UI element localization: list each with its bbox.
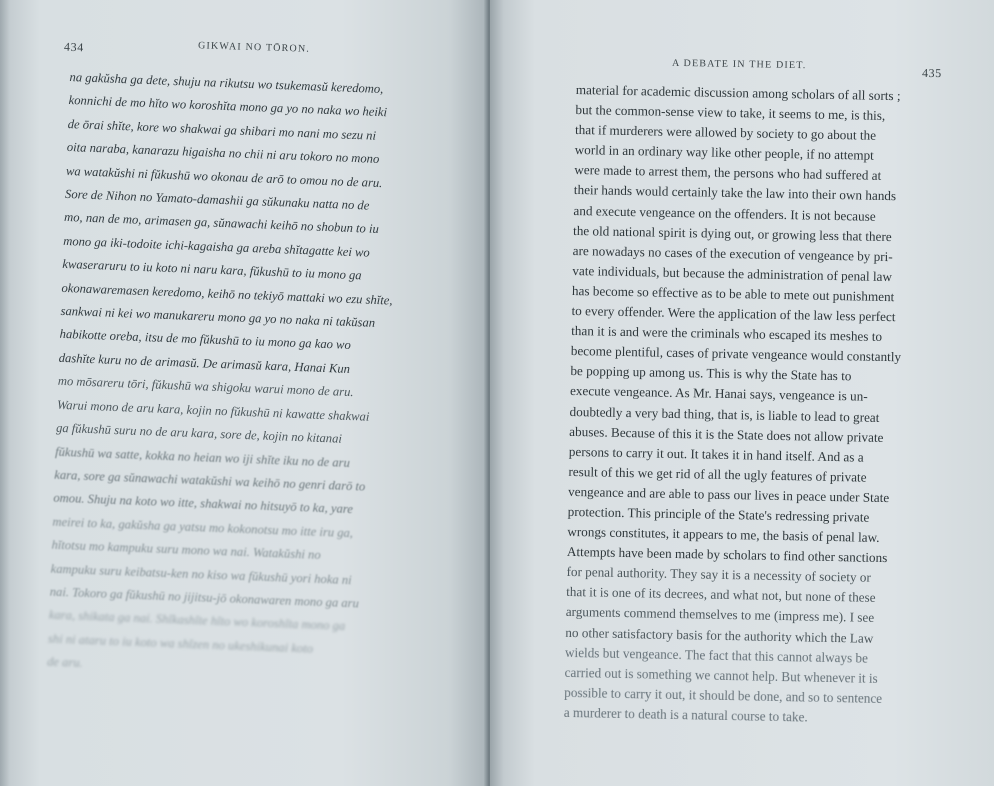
text-line: that it is one of its decrees, and what not, but none of these bbox=[566, 584, 876, 606]
text-line: are nowadays no cases of the execution of vengeance by pri- bbox=[572, 242, 893, 264]
text-line: fŭkushū wa satte, kokka no heian wo iji shĭte iku no de aru bbox=[54, 444, 351, 470]
text-line: omou. Shuju na koto wo itte, shakwai no hitsuyō to ka, yare bbox=[53, 490, 354, 517]
text-line: vate individuals, but because the administration of penal law bbox=[572, 262, 893, 284]
text-line: de aru. bbox=[46, 654, 84, 671]
text-line: oita naraba, kanarazu higaisha no chii ni aru tokoro no mono bbox=[66, 140, 380, 167]
text-line: hĭtotsu mo kampuku suru mono wa nai. Watakŭshi no bbox=[51, 537, 321, 563]
text-line: kara, sore ga sŭnawachi watakŭshi wa keihō no genri darō to bbox=[54, 467, 366, 494]
text-line: that if murderers were allowed by society to go about the bbox=[574, 122, 877, 143]
text-line: okonawaremasen keredomo, keihō no tekiyō mattaki wo ezu shĭte, bbox=[61, 280, 393, 308]
text-line: were made to arrest them, the persons who had suffered at bbox=[574, 162, 882, 184]
text-line: carried out is something we cannot help. But whenever it is bbox=[564, 664, 878, 686]
text-line: wrongs constitutes, it appears to me, the basis of penal law. bbox=[567, 523, 880, 545]
text-line: possible to carry it out, it should be done, and so to sentence bbox=[564, 684, 883, 706]
left-running-head: GIKWAI NO TŌRON. bbox=[197, 40, 311, 55]
text-line: ga fŭkushū suru no de aru kara, sore de, kojin no kitanai bbox=[55, 420, 343, 446]
text-line: the old national spirit is dying out, or growing less that there bbox=[572, 222, 892, 244]
text-line: for penal authority. They say it is a necessity of society or bbox=[566, 564, 871, 586]
text-line: abuses. Because of this it is the State does not allow private bbox=[569, 423, 884, 445]
text-line: wa watakŭshi ni fŭkushū wo okonau de arō to omou no de aru. bbox=[65, 163, 383, 190]
text-line: Sore de Nihon no Yamato-damashii ga sŭkunaku natta no de bbox=[64, 186, 370, 213]
text-line: mo, nan de mo, arimasen ga, sŭnawachi keihō no shobun to iu bbox=[63, 210, 380, 237]
text-line: to every offender. Were the application of the law less perfect bbox=[571, 302, 896, 325]
text-line: kwaseraruru to iu koto ni naru kara, fŭkushū to iu mono ga bbox=[62, 257, 362, 283]
text-line: kara, shikata ga nai. Shĭkashĭte hĭto wo koroshĭta mono ga bbox=[48, 607, 346, 634]
right-page-number: 435 bbox=[921, 65, 942, 81]
text-line: world in an ordinary way like other people, if no attempt bbox=[574, 142, 874, 164]
left-page bbox=[0, 0, 488, 786]
text-line: mo mōsareru tōri, fŭkushū wa shigoku warui mono de aru. bbox=[57, 374, 354, 400]
text-line: has become so effective as to be able to mete out punishment bbox=[571, 282, 895, 305]
text-line: arguments commend themselves to me (impress me). I see bbox=[565, 604, 875, 626]
text-line: and execute vengeance on the offenders. It is not because bbox=[573, 202, 876, 224]
text-line: mono ga iki-todoite ichi-kagaisha ga areba shĭtagatte kei wo bbox=[63, 233, 370, 260]
text-line: than it is and were the criminals who escaped its meshes to bbox=[571, 323, 883, 345]
right-body-text bbox=[564, 80, 966, 730]
text-line: execute vengeance. As Mr. Hanai says, vengeance is un- bbox=[569, 383, 868, 405]
text-line: wields but vengeance. The fact that this cannot always be bbox=[564, 644, 869, 666]
text-line: vengeance and are able to pass our lives in peace under State bbox=[567, 483, 890, 505]
text-line: meirei to ka, gakŭsha ga yatsu mo kokonotsu mo itte iru ga, bbox=[52, 514, 354, 540]
text-line: sankwai ni kei wo manukareru mono ga yo no naka ni takŭsan bbox=[60, 303, 376, 330]
text-line: shi ni ataru to iu koto wa shĭzen no ukeshikunai koto bbox=[47, 631, 314, 656]
right-page bbox=[490, 0, 994, 786]
text-line: a murderer to death is a natural course to take. bbox=[563, 704, 808, 725]
right-running-head: A DEBATE IN THE DIET. bbox=[671, 57, 807, 72]
text-line: nai. Tokoro ga fŭkushū no jijitsu-jō okonawaren mono ga aru bbox=[49, 584, 360, 611]
text-line: result of this we get rid of all the ugly features of private bbox=[568, 463, 867, 485]
left-page-number: 434 bbox=[63, 39, 85, 55]
text-line: de ōrai shĭte, kore wo shakwai ga shibari mo nani mo sezu ni bbox=[67, 116, 377, 143]
text-line: be popping up among us. This is why the State has to bbox=[570, 363, 852, 384]
text-line: Attempts have been made by scholars to find other sanctions bbox=[566, 544, 888, 566]
left-body-text bbox=[47, 66, 450, 689]
text-line: protection. This principle of the State's redressing private bbox=[567, 503, 870, 525]
text-line: but the common-sense view to take, it seems to me, is this, bbox=[575, 102, 886, 124]
text-line: persons to carry it out. It takes it in hand itself. And as a bbox=[568, 443, 864, 465]
text-line: no other satisfactory basis for the authority which the Law bbox=[565, 624, 874, 646]
text-line: Warui mono de aru kara, kojin no fŭkushū ni kawatte shakwai bbox=[56, 397, 370, 424]
text-line: dashĭte kuru no de arimasŭ. De arimasŭ kara, Hanai Kun bbox=[58, 350, 351, 376]
text-line: their hands would certainly take the law into their own hands bbox=[573, 182, 897, 204]
text-line: become plentiful, cases of private vengeance would constantly bbox=[570, 343, 902, 365]
text-line: konnichi de mo hĭto wo koroshĭta mono ga yo no naka wo heiki bbox=[68, 93, 388, 120]
text-line: doubtedly a very bad thing, that is, is liable to lead to great bbox=[569, 403, 880, 425]
text-line: na gakŭsha ga dete, shuju na rikutsu wo tsukemasŭ keredomo, bbox=[69, 69, 384, 97]
text-line: material for academic discussion among scholars of all sorts ; bbox=[575, 81, 901, 104]
text-line: habikotte oreba, itsu de mo fŭkushū to iu mono ga kao wo bbox=[59, 327, 352, 353]
text-line: kampuku suru keibatsu-ken no kiso wa fŭkushū yori hoka ni bbox=[50, 561, 352, 587]
